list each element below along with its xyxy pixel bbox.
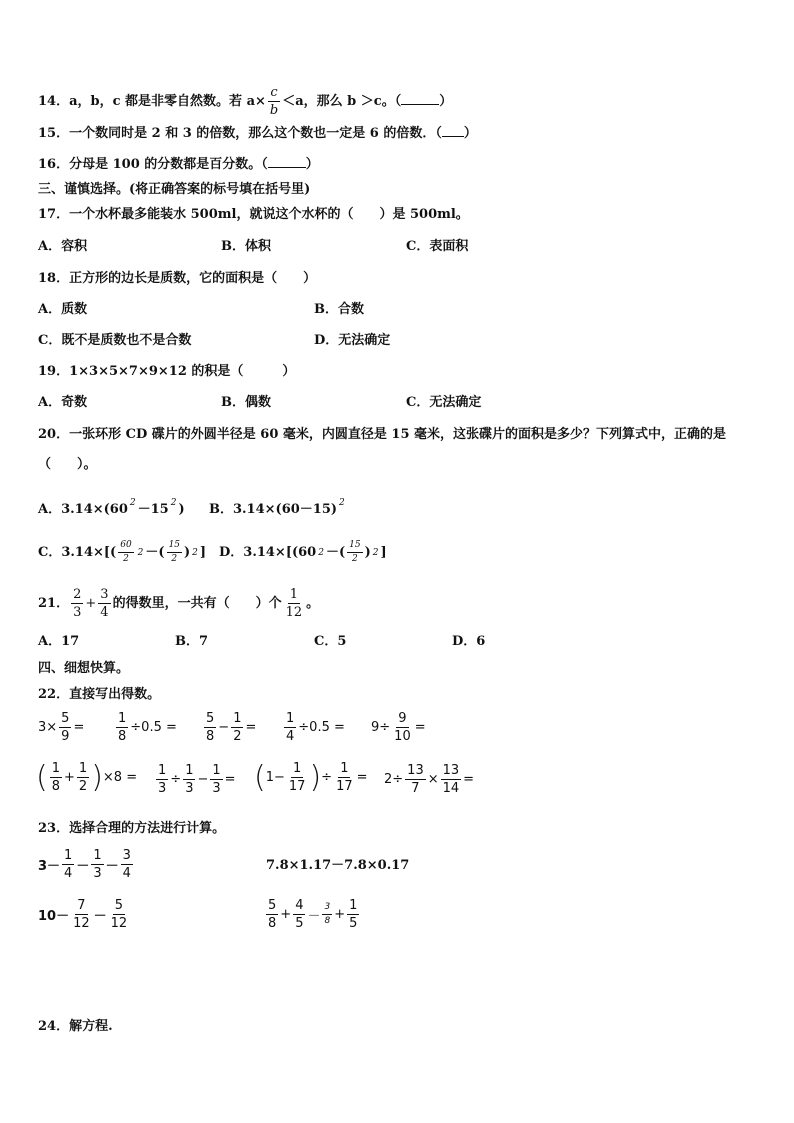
answer-blank[interactable] (442, 124, 464, 137)
question-16: 16．分母是 100 的分数都是百分数。（ ） (38, 157, 319, 172)
option-b[interactable]: B．合数 (314, 302, 364, 317)
expr-2: $\frac{1}{8}$ ÷0.5 = (118, 711, 177, 744)
answer-blank[interactable] (401, 92, 439, 105)
section-4-heading: 四、细想快算。 (38, 661, 130, 676)
option-b[interactable]: B．偶数 (221, 395, 271, 410)
option-a[interactable]: A．3.14×(60 $^2$ －15 $^2$ ) (38, 498, 185, 517)
question-15: 15．一个数同时是 2 和 3 的倍数，那么这个数也一定是 6 的倍数．（ ） (38, 126, 477, 141)
calc-4: $\frac{5}{8}$ + $\frac{4}{5}$ － $\frac{3}{8}$ + $\frac{1}{5}$ (268, 898, 358, 931)
question-14: 14．a，b，c 都是非零自然数。若 a× $\frac{c}{b}$ ＜a，那么 b ＞c。（ ） (38, 85, 453, 118)
expr-6: ( $\frac{1}{8}$ + $\frac{1}{2}$ ) ×8 = (36, 759, 138, 795)
question-20-cont: （ ）。 (38, 457, 97, 472)
option-c[interactable]: C．无法确定 (406, 395, 482, 410)
question-24: 24．解方程. (38, 1019, 113, 1034)
question-21: 21． $\frac{2}{3}$ + $\frac{3}{4}$ 的得数里，一共有（ ）个 $\frac{1}{12}$ 。 (38, 587, 320, 620)
option-d[interactable]: D．无法确定 (314, 333, 391, 348)
question-22: 22．直接写出得数。 (38, 687, 161, 702)
option-c[interactable]: C．表面积 (406, 239, 469, 254)
expr-7: $\frac{1}{3}$ ÷ $\frac{1}{3}$ − $\frac{1}{3}$ = (158, 763, 236, 796)
option-b[interactable]: B．3.14×(60－15) $^2$ (209, 498, 345, 517)
calc-2: 7.8×1.17－7.8×0.17 (266, 858, 410, 873)
option-c[interactable]: C．5 (314, 634, 347, 649)
question-20: 20．一张环形 CD 碟片的外圆半径是 60 毫米，内圆直径是 15 毫米，这张碟片的面积是多少？下列算式中，正确的是 (38, 427, 727, 442)
fraction: $\frac{c}{b}$ (269, 85, 279, 118)
question-23: 23．选择合理的方法进行计算。 (38, 821, 226, 836)
expr-9: 2÷ $\frac{13}{7}$ × $\frac{13}{14}$ = (384, 763, 475, 796)
option-b[interactable]: B．体积 (221, 239, 271, 254)
expr-5: 9÷ $\frac{9}{10}$ = (371, 711, 426, 744)
option-c[interactable]: C．既不是质数也不是合数 (38, 333, 192, 348)
question-17: 17．一个水杯最多能装水 500ml，就说这个水杯的（ ）是 500ml。 (38, 207, 469, 222)
question-18: 18．正方形的边长是质数，它的面积是（ ） (38, 271, 317, 286)
option-a[interactable]: A．奇数 (38, 395, 88, 410)
option-c[interactable]: C．3.14×[( $\frac{60}{2}$ 2 －( $\frac{15}{2}$ ) 2 ] (38, 540, 207, 564)
option-b[interactable]: B．7 (175, 634, 209, 649)
option-d[interactable]: D．6 (452, 634, 486, 649)
option-a[interactable]: A．质数 (38, 302, 88, 317)
expr-3: $\frac{5}{8}$ − $\frac{1}{2}$ = (206, 711, 257, 744)
answer-blank[interactable] (268, 155, 306, 168)
question-19: 19．1×3×5×7×9×12 的积是（ ） (38, 364, 296, 379)
expr-4: $\frac{1}{4}$ ÷0.5 = (286, 711, 345, 744)
expr-8: ( 1− $\frac{1}{17}$ ) ÷ $\frac{1}{17}$ = (254, 759, 368, 795)
calc-3: 10－ $\frac{7}{12}$ － $\frac{5}{12}$ (38, 898, 128, 931)
option-a[interactable]: A．容积 (38, 239, 88, 254)
option-a[interactable]: A．17 (38, 634, 80, 649)
calc-1: 3－ $\frac{1}{4}$ － $\frac{1}{3}$ － $\frac{3}{4}$ (38, 848, 131, 881)
section-3-heading: 三、谨慎选择。(将正确答案的标号填在括号里) (38, 182, 311, 197)
option-d[interactable]: D．3.14×[(60 2 －( $\frac{15}{2}$ ) 2 ] (219, 540, 387, 564)
expr-1: 3× $\frac{5}{9}$ = (38, 711, 85, 744)
